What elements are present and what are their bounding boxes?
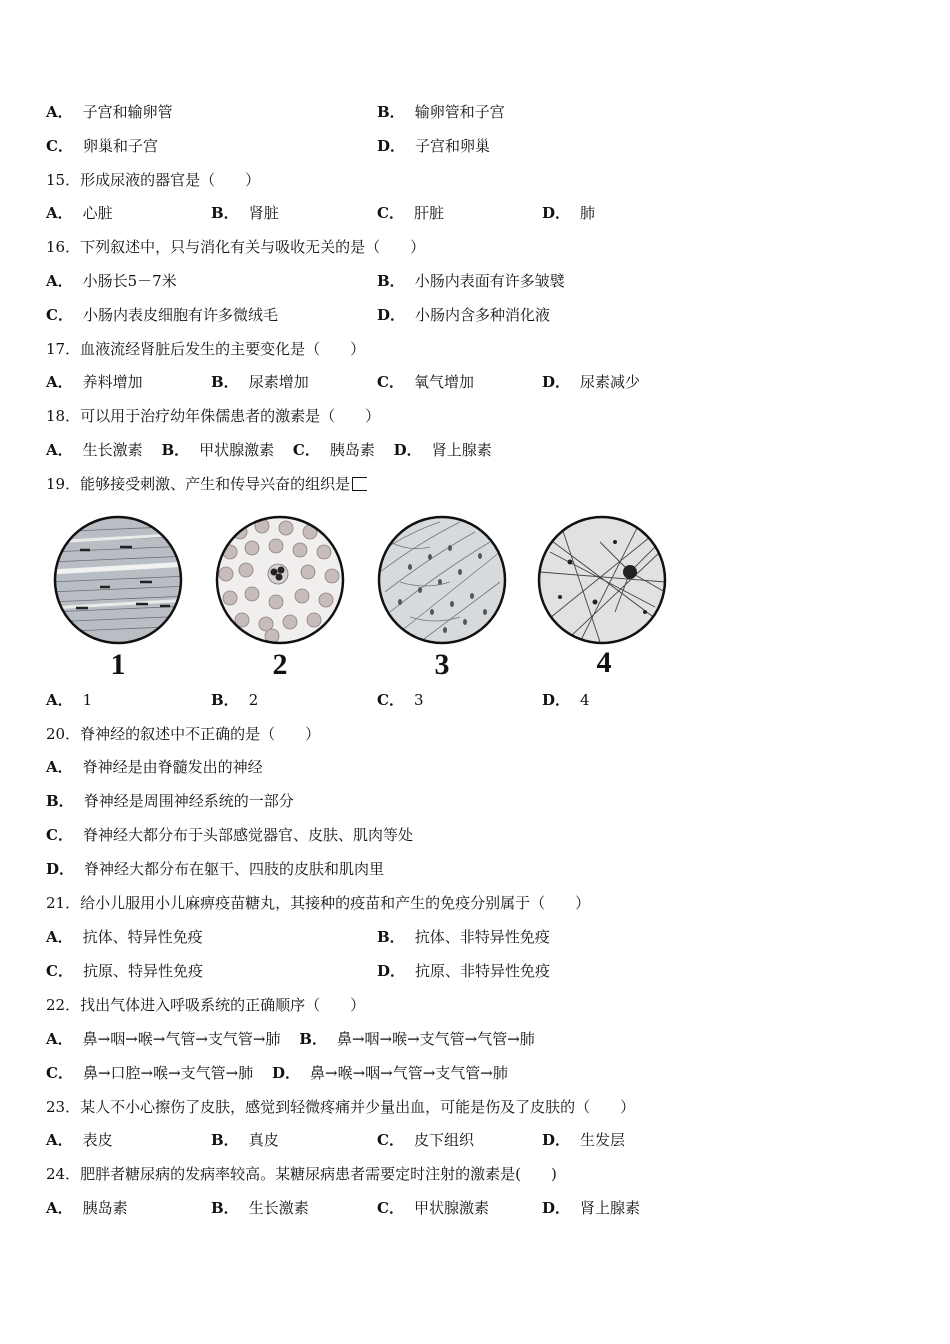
q24-option-c[interactable]: C． 甲状腺激素 (377, 1199, 489, 1217)
q24-option-b[interactable]: B． 生长激素 (211, 1199, 309, 1217)
figure-label-4: 4 (596, 646, 612, 679)
q16-option-a[interactable]: A． 小肠长5－7米 (46, 272, 177, 290)
q21-option-c[interactable]: C． 抗原、特异性免疫 (46, 962, 203, 980)
q22-option-a[interactable]: A． 鼻→咽→喉→气管→支气管→肺 (46, 1030, 281, 1048)
q24-option-a[interactable]: A． 胰岛素 (46, 1199, 128, 1217)
q22-option-d[interactable]: D． 鼻→喉→咽→气管→支气管→肺 (272, 1064, 508, 1082)
q15-options (46, 202, 910, 224)
q23-stem: 23．某人不小心擦伤了皮肤，感觉到轻微疼痛并少量出血，可能是伤及了皮肤的（ ） (46, 1098, 636, 1116)
q14-option-c[interactable]: C． 卵巢和子宫 (46, 137, 158, 155)
q20-option-d[interactable]: D． 脊神经大都分布在躯干、四肢的皮肤和肌肉里 (46, 860, 385, 878)
tissue-micrographs (40, 512, 680, 682)
nerve-tissue-micrograph[interactable] (539, 517, 665, 643)
q23-option-c[interactable]: C． 皮下组织 (377, 1131, 474, 1149)
q16-options-row-1 (46, 270, 910, 292)
q20-option-b[interactable]: B． 脊神经是周围神经系统的一部分 (46, 792, 294, 810)
q21-option-b[interactable]: B． 抗体、非特异性免疫 (377, 928, 550, 946)
q17-option-b[interactable]: B． 尿素增加 (211, 373, 309, 391)
q16-option-b[interactable]: B． 小肠内表面有许多皱襞 (377, 272, 565, 290)
q18-option-a[interactable]: A． 生长激素 (46, 441, 143, 459)
q23-option-d[interactable]: D． 生发层 (542, 1131, 626, 1149)
q16-option-d[interactable]: D． 小肠内含多种消化液 (377, 306, 551, 324)
figure-label-3: 3 (434, 648, 450, 681)
q14-option-a[interactable]: A． 子宫和输卵管 (46, 103, 173, 121)
blood-tissue-micrograph[interactable] (217, 517, 343, 643)
q24-options (46, 1197, 910, 1219)
q19-option-a[interactable]: A． 1 (46, 691, 93, 709)
q20-option-a[interactable]: A． 脊神经是由脊髓发出的神经 (46, 758, 263, 776)
q18-option-c[interactable]: C． 胰岛素 (292, 441, 375, 459)
q21-options-row-1 (46, 926, 910, 948)
q22-option-b[interactable]: B． 鼻→咽→喉→支气管→气管→肺 (299, 1030, 535, 1048)
q19-option-b[interactable]: B． 2 (211, 691, 259, 709)
q16-options-row-2 (46, 304, 910, 326)
figure-label-2: 2 (272, 648, 288, 681)
muscle-tissue-micrograph[interactable] (50, 517, 190, 643)
q17-option-a[interactable]: A． 养料增加 (46, 373, 143, 391)
q15-option-c[interactable]: C． 肝脏 (377, 204, 444, 222)
q17-option-d[interactable]: D． 尿素减少 (542, 373, 641, 391)
q23-option-a[interactable]: A． 表皮 (46, 1131, 113, 1149)
q21-option-a[interactable]: A． 抗体、特异性免疫 (46, 928, 203, 946)
q15-option-b[interactable]: B． 肾脏 (211, 204, 279, 222)
q21-options-row-2 (46, 960, 910, 982)
q23-options (46, 1129, 910, 1151)
epithelial-tissue-micrograph[interactable] (379, 517, 505, 643)
q14-options-row-1 (46, 101, 910, 123)
q18-option-b[interactable]: B． 甲状腺激素 (161, 441, 275, 459)
q14-option-d[interactable]: D． 子宫和卵巢 (377, 137, 491, 155)
q15-option-d[interactable]: D． 肺 (542, 204, 596, 222)
q22-option-c[interactable]: C． 鼻→口腔→喉→支气管→肺 (46, 1064, 254, 1082)
q19-stem: 19．能够接受刺激、产生和传导兴奋的组织是 (46, 473, 910, 495)
tissue-figure (40, 512, 680, 682)
q17-option-c[interactable]: C． 氧气增加 (377, 373, 474, 391)
q24-stem: 24．肥胖者糖尿病的发病率较高。某糖尿病患者需要定时注射的激素是( ) (46, 1165, 557, 1183)
answer-blank[interactable] (352, 477, 367, 491)
q18-options (46, 439, 910, 461)
q14-option-b[interactable]: B． 输卵管和子宫 (377, 103, 505, 121)
q23-option-b[interactable]: B． 真皮 (211, 1131, 279, 1149)
q18-option-d[interactable]: D． 肾上腺素 (393, 441, 492, 459)
q22-options-row-2 (46, 1062, 910, 1084)
q19-option-d[interactable]: D． 4 (542, 691, 590, 709)
q22-options-row-1 (46, 1028, 910, 1050)
q14-options-row-2 (46, 135, 910, 157)
q19-options (46, 689, 910, 711)
q20-stem: 20．脊神经的叙述中不正确的是（ ） (46, 725, 321, 743)
q21-stem: 21．给小儿服用小儿麻痹疫苗糖丸，其接种的疫苗和产生的免疫分别属于（ ） (46, 894, 591, 912)
figure-label-1: 1 (110, 648, 126, 681)
q21-option-d[interactable]: D． 抗原、非特异性免疫 (377, 962, 551, 980)
q15-stem: 15．形成尿液的器官是（ ） (46, 171, 261, 189)
q18-stem: 18．可以用于治疗幼年侏儒患者的激素是（ ） (46, 407, 381, 425)
q16-option-c[interactable]: C． 小肠内表皮细胞有许多微绒毛 (46, 306, 278, 324)
q15-option-a[interactable]: A． 心脏 (46, 204, 113, 222)
q20-option-c[interactable]: C． 脊神经大都分布于头部感觉器官、皮肤、肌肉等处 (46, 826, 413, 844)
white-blood-cell (268, 564, 288, 584)
q17-stem: 17．血液流经肾脏后发生的主要变化是（ ） (46, 340, 366, 358)
q22-stem: 22．找出气体进入呼吸系统的正确顺序（ ） (46, 996, 366, 1014)
q17-options (46, 371, 910, 393)
q19-option-c[interactable]: C． 3 (377, 691, 424, 709)
q16-stem: 16．下列叙述中，只与消化有关与吸收无关的是（ ） (46, 238, 426, 256)
q24-option-d[interactable]: D． 肾上腺素 (542, 1199, 641, 1217)
